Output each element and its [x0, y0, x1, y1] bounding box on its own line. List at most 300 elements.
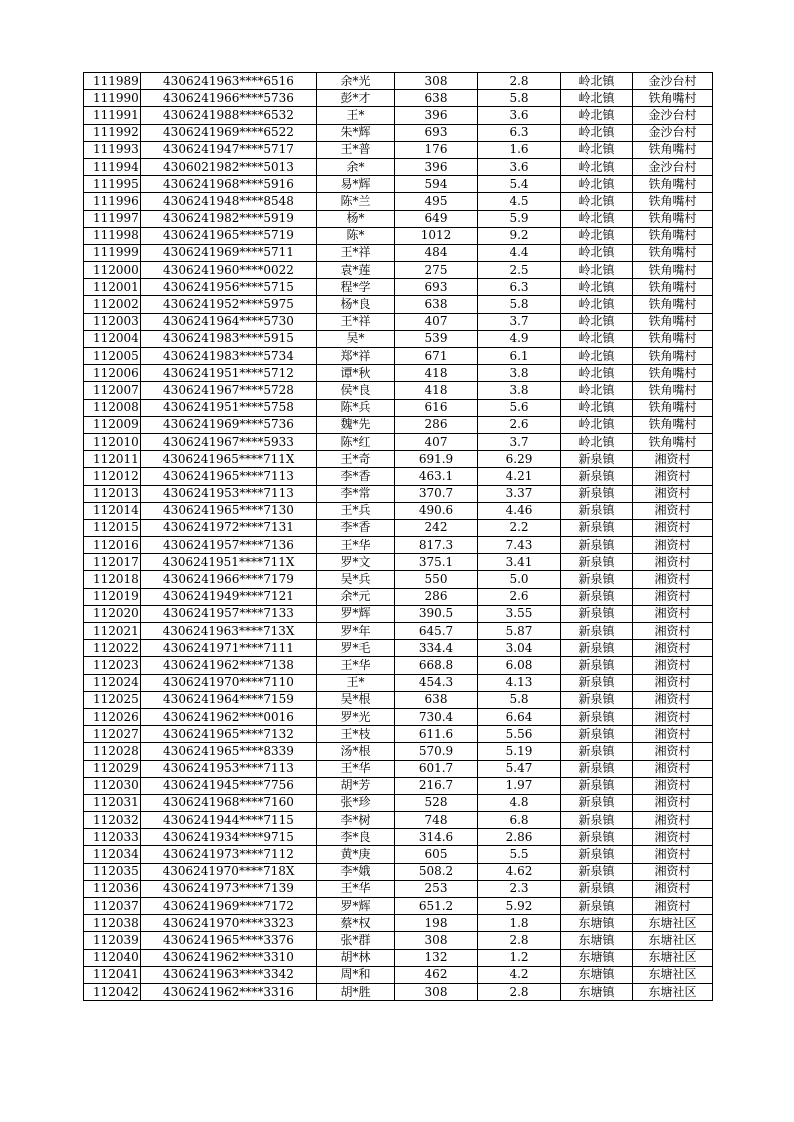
table-row	[84, 348, 713, 365]
name-cell: 李*娥	[317, 863, 395, 880]
id-number-cell: 4306241944****7115	[141, 812, 317, 829]
id-number-cell: 4306241965****7113	[141, 468, 317, 485]
area-cell: 2.8	[478, 983, 561, 1000]
village-cell: 铁角嘴村	[633, 382, 713, 399]
name-cell: 王*枝	[317, 726, 395, 743]
table-row	[84, 485, 713, 502]
amount-cell: 275	[395, 262, 478, 279]
area-cell: 2.5	[478, 262, 561, 279]
village-cell: 湘资村	[633, 743, 713, 760]
id-number-cell: 4306241965****8339	[141, 743, 317, 760]
area-cell: 5.4	[478, 176, 561, 193]
serial-number-cell: 112005	[84, 348, 141, 365]
area-cell: 5.92	[478, 898, 561, 915]
serial-number-cell: 112024	[84, 674, 141, 691]
serial-number-cell: 112019	[84, 588, 141, 605]
name-cell: 张*群	[317, 932, 395, 949]
town-cell: 新泉镇	[561, 743, 633, 760]
amount-cell: 242	[395, 519, 478, 536]
area-cell: 1.97	[478, 777, 561, 794]
serial-number-cell: 112015	[84, 519, 141, 536]
id-number-cell: 4306241973****7139	[141, 880, 317, 897]
village-cell: 铁角嘴村	[633, 296, 713, 313]
table-row	[84, 433, 713, 450]
town-cell: 新泉镇	[561, 623, 633, 640]
amount-cell: 198	[395, 915, 478, 932]
village-cell: 湘资村	[633, 451, 713, 468]
amount-cell: 671	[395, 348, 478, 365]
table-row	[84, 760, 713, 777]
name-cell: 王*华	[317, 880, 395, 897]
area-cell: 5.6	[478, 399, 561, 416]
name-cell: 胡*胜	[317, 983, 395, 1000]
table-row	[84, 657, 713, 674]
village-cell: 东塘社区	[633, 932, 713, 949]
area-cell: 4.62	[478, 863, 561, 880]
village-cell: 湘资村	[633, 519, 713, 536]
serial-number-cell: 112020	[84, 605, 141, 622]
table-row	[84, 898, 713, 915]
id-number-cell: 4306241969****5736	[141, 416, 317, 433]
serial-number-cell: 112006	[84, 365, 141, 382]
area-cell: 6.1	[478, 348, 561, 365]
name-cell: 王*祥	[317, 313, 395, 330]
name-cell: 余*光	[317, 73, 395, 90]
village-cell: 金沙台村	[633, 107, 713, 124]
amount-cell: 396	[395, 107, 478, 124]
town-cell: 新泉镇	[561, 726, 633, 743]
amount-cell: 645.7	[395, 623, 478, 640]
area-cell: 4.4	[478, 244, 561, 261]
table-row	[84, 949, 713, 966]
name-cell: 罗*辉	[317, 605, 395, 622]
town-cell: 岭北镇	[561, 193, 633, 210]
id-number-cell: 4306241949****7121	[141, 588, 317, 605]
amount-cell: 286	[395, 416, 478, 433]
id-number-cell: 4306241968****7160	[141, 794, 317, 811]
town-cell: 岭北镇	[561, 330, 633, 347]
area-cell: 4.2	[478, 966, 561, 983]
id-number-cell: 4306241970****7110	[141, 674, 317, 691]
id-number-cell: 4306241952****5975	[141, 296, 317, 313]
id-number-cell: 4306241956****5715	[141, 279, 317, 296]
town-cell: 新泉镇	[561, 554, 633, 571]
table-row	[84, 605, 713, 622]
amount-cell: 611.6	[395, 726, 478, 743]
serial-number-cell: 112018	[84, 571, 141, 588]
serial-number-cell: 111994	[84, 158, 141, 175]
table-row	[84, 537, 713, 554]
serial-number-cell: 112025	[84, 691, 141, 708]
name-cell: 杨*	[317, 210, 395, 227]
id-number-cell: 4306241957****7133	[141, 605, 317, 622]
serial-number-cell: 112023	[84, 657, 141, 674]
village-cell: 东塘社区	[633, 983, 713, 1000]
serial-number-cell: 112001	[84, 279, 141, 296]
amount-cell: 418	[395, 382, 478, 399]
village-cell: 金沙台村	[633, 158, 713, 175]
town-cell: 岭北镇	[561, 158, 633, 175]
town-cell: 新泉镇	[561, 812, 633, 829]
table-row	[84, 399, 713, 416]
amount-cell: 539	[395, 330, 478, 347]
serial-number-cell: 112035	[84, 863, 141, 880]
table-row	[84, 227, 713, 244]
serial-number-cell: 112040	[84, 949, 141, 966]
table-row	[84, 880, 713, 897]
town-cell: 岭北镇	[561, 365, 633, 382]
amount-cell: 396	[395, 158, 478, 175]
name-cell: 王*兵	[317, 502, 395, 519]
town-cell: 岭北镇	[561, 348, 633, 365]
id-number-cell: 4306241948****8548	[141, 193, 317, 210]
serial-number-cell: 112002	[84, 296, 141, 313]
serial-number-cell: 111996	[84, 193, 141, 210]
id-number-cell: 4306241963****3342	[141, 966, 317, 983]
table-row	[84, 812, 713, 829]
amount-cell: 490.6	[395, 502, 478, 519]
village-cell: 湘资村	[633, 674, 713, 691]
town-cell: 新泉镇	[561, 502, 633, 519]
serial-number-cell: 112000	[84, 262, 141, 279]
amount-cell: 817.3	[395, 537, 478, 554]
table-row	[84, 726, 713, 743]
id-number-cell: 4306241983****5915	[141, 330, 317, 347]
village-cell: 湘资村	[633, 537, 713, 554]
table-row	[84, 107, 713, 124]
id-number-cell: 4306241934****9715	[141, 829, 317, 846]
amount-cell: 334.4	[395, 640, 478, 657]
village-cell: 铁角嘴村	[633, 193, 713, 210]
name-cell: 罗*文	[317, 554, 395, 571]
area-cell: 6.64	[478, 708, 561, 725]
table-row	[84, 313, 713, 330]
town-cell: 东塘镇	[561, 966, 633, 983]
name-cell: 罗*毛	[317, 640, 395, 657]
town-cell: 岭北镇	[561, 399, 633, 416]
village-cell: 湘资村	[633, 554, 713, 571]
amount-cell: 605	[395, 846, 478, 863]
id-number-cell: 4306241973****7112	[141, 846, 317, 863]
table-row	[84, 365, 713, 382]
amount-cell: 308	[395, 983, 478, 1000]
table-row	[84, 330, 713, 347]
id-number-cell: 4306241969****5711	[141, 244, 317, 261]
name-cell: 余*	[317, 158, 395, 175]
village-cell: 湘资村	[633, 502, 713, 519]
town-cell: 岭北镇	[561, 416, 633, 433]
id-number-cell: 4306241969****6522	[141, 124, 317, 141]
town-cell: 新泉镇	[561, 451, 633, 468]
amount-cell: 216.7	[395, 777, 478, 794]
town-cell: 岭北镇	[561, 73, 633, 90]
table-row	[84, 863, 713, 880]
village-cell: 湘资村	[633, 468, 713, 485]
name-cell: 王*奇	[317, 451, 395, 468]
village-cell: 铁角嘴村	[633, 416, 713, 433]
table-row	[84, 382, 713, 399]
serial-number-cell: 111993	[84, 141, 141, 158]
name-cell: 王*普	[317, 141, 395, 158]
name-cell: 吴*根	[317, 691, 395, 708]
town-cell: 岭北镇	[561, 313, 633, 330]
serial-number-cell: 112016	[84, 537, 141, 554]
amount-cell: 594	[395, 176, 478, 193]
town-cell: 岭北镇	[561, 279, 633, 296]
serial-number-cell: 112008	[84, 399, 141, 416]
area-cell: 2.6	[478, 588, 561, 605]
village-cell: 铁角嘴村	[633, 348, 713, 365]
name-cell: 谭*秋	[317, 365, 395, 382]
village-cell: 铁角嘴村	[633, 433, 713, 450]
amount-cell: 286	[395, 588, 478, 605]
name-cell: 王*华	[317, 537, 395, 554]
id-number-cell: 4306241968****5916	[141, 176, 317, 193]
town-cell: 岭北镇	[561, 176, 633, 193]
id-number-cell: 4306241982****5919	[141, 210, 317, 227]
name-cell: 程*学	[317, 279, 395, 296]
town-cell: 岭北镇	[561, 433, 633, 450]
area-cell: 3.37	[478, 485, 561, 502]
town-cell: 东塘镇	[561, 915, 633, 932]
area-cell: 5.0	[478, 571, 561, 588]
area-cell: 3.6	[478, 158, 561, 175]
area-cell: 4.21	[478, 468, 561, 485]
name-cell: 李*常	[317, 485, 395, 502]
area-cell: 3.8	[478, 382, 561, 399]
amount-cell: 308	[395, 73, 478, 90]
serial-number-cell: 112009	[84, 416, 141, 433]
id-number-cell: 4306241971****7111	[141, 640, 317, 657]
village-cell: 湘资村	[633, 605, 713, 622]
village-cell: 金沙台村	[633, 124, 713, 141]
serial-number-cell: 112022	[84, 640, 141, 657]
serial-number-cell: 112027	[84, 726, 141, 743]
town-cell: 新泉镇	[561, 468, 633, 485]
area-cell: 2.3	[478, 880, 561, 897]
table-row	[84, 279, 713, 296]
town-cell: 新泉镇	[561, 777, 633, 794]
town-cell: 岭北镇	[561, 141, 633, 158]
id-number-cell: 4306241970****3323	[141, 915, 317, 932]
town-cell: 新泉镇	[561, 794, 633, 811]
name-cell: 黄*庚	[317, 846, 395, 863]
amount-cell: 390.5	[395, 605, 478, 622]
table-row	[84, 554, 713, 571]
table-row	[84, 932, 713, 949]
area-cell: 5.8	[478, 296, 561, 313]
area-cell: 3.7	[478, 313, 561, 330]
table-row	[84, 588, 713, 605]
village-cell: 湘资村	[633, 812, 713, 829]
area-cell: 4.46	[478, 502, 561, 519]
name-cell: 郑*祥	[317, 348, 395, 365]
amount-cell: 649	[395, 210, 478, 227]
area-cell: 3.6	[478, 107, 561, 124]
name-cell: 袁*莲	[317, 262, 395, 279]
village-cell: 湘资村	[633, 623, 713, 640]
name-cell: 王*	[317, 674, 395, 691]
town-cell: 岭北镇	[561, 382, 633, 399]
id-number-cell: 4306241967****5728	[141, 382, 317, 399]
name-cell: 王*华	[317, 657, 395, 674]
id-number-cell: 4306241951****5758	[141, 399, 317, 416]
town-cell: 东塘镇	[561, 932, 633, 949]
name-cell: 彭*才	[317, 90, 395, 107]
table-row	[84, 296, 713, 313]
village-cell: 东塘社区	[633, 915, 713, 932]
town-cell: 新泉镇	[561, 605, 633, 622]
area-cell: 5.19	[478, 743, 561, 760]
town-cell: 新泉镇	[561, 537, 633, 554]
name-cell: 王*祥	[317, 244, 395, 261]
village-cell: 铁角嘴村	[633, 90, 713, 107]
village-cell: 铁角嘴村	[633, 313, 713, 330]
village-cell: 铁角嘴村	[633, 141, 713, 158]
area-cell: 5.56	[478, 726, 561, 743]
id-number-cell: 4306241962****0016	[141, 708, 317, 725]
name-cell: 王*	[317, 107, 395, 124]
amount-cell: 462	[395, 966, 478, 983]
village-cell: 铁角嘴村	[633, 365, 713, 382]
area-cell: 2.6	[478, 416, 561, 433]
serial-number-cell: 112012	[84, 468, 141, 485]
serial-number-cell: 112031	[84, 794, 141, 811]
id-number-cell: 4306241962****7138	[141, 657, 317, 674]
table-row	[84, 451, 713, 468]
area-cell: 4.13	[478, 674, 561, 691]
amount-cell: 407	[395, 433, 478, 450]
id-number-cell: 4306241947****5717	[141, 141, 317, 158]
area-cell: 4.5	[478, 193, 561, 210]
village-cell: 湘资村	[633, 760, 713, 777]
village-cell: 湘资村	[633, 485, 713, 502]
id-number-cell: 4306241957****7136	[141, 537, 317, 554]
village-cell: 铁角嘴村	[633, 227, 713, 244]
village-cell: 湘资村	[633, 726, 713, 743]
id-number-cell: 4306241951****711X	[141, 554, 317, 571]
village-cell: 湘资村	[633, 657, 713, 674]
town-cell: 新泉镇	[561, 588, 633, 605]
town-cell: 新泉镇	[561, 898, 633, 915]
town-cell: 新泉镇	[561, 640, 633, 657]
area-cell: 1.2	[478, 949, 561, 966]
amount-cell: 693	[395, 279, 478, 296]
village-cell: 湘资村	[633, 829, 713, 846]
town-cell: 岭北镇	[561, 90, 633, 107]
amount-cell: 454.3	[395, 674, 478, 691]
name-cell: 罗*年	[317, 623, 395, 640]
table-row	[84, 468, 713, 485]
village-cell: 铁角嘴村	[633, 262, 713, 279]
name-cell: 李*树	[317, 812, 395, 829]
town-cell: 岭北镇	[561, 244, 633, 261]
amount-cell: 176	[395, 141, 478, 158]
name-cell: 余*元	[317, 588, 395, 605]
town-cell: 新泉镇	[561, 880, 633, 897]
area-cell: 1.8	[478, 915, 561, 932]
id-number-cell: 4306241960****0022	[141, 262, 317, 279]
name-cell: 李*香	[317, 468, 395, 485]
serial-number-cell: 112030	[84, 777, 141, 794]
amount-cell: 730.4	[395, 708, 478, 725]
id-number-cell: 4306241953****7113	[141, 485, 317, 502]
serial-number-cell: 112036	[84, 880, 141, 897]
amount-cell: 132	[395, 949, 478, 966]
area-cell: 4.9	[478, 330, 561, 347]
id-number-cell: 4306241964****5730	[141, 313, 317, 330]
name-cell: 朱*辉	[317, 124, 395, 141]
area-cell: 5.47	[478, 760, 561, 777]
amount-cell: 308	[395, 932, 478, 949]
town-cell: 新泉镇	[561, 691, 633, 708]
village-cell: 铁角嘴村	[633, 210, 713, 227]
area-cell: 3.55	[478, 605, 561, 622]
serial-number-cell: 112026	[84, 708, 141, 725]
serial-number-cell: 112038	[84, 915, 141, 932]
area-cell: 6.3	[478, 279, 561, 296]
amount-cell: 253	[395, 880, 478, 897]
village-cell: 湘资村	[633, 708, 713, 725]
area-cell: 4.8	[478, 794, 561, 811]
town-cell: 岭北镇	[561, 227, 633, 244]
town-cell: 新泉镇	[561, 760, 633, 777]
name-cell: 周*和	[317, 966, 395, 983]
town-cell: 东塘镇	[561, 983, 633, 1000]
town-cell: 新泉镇	[561, 571, 633, 588]
village-cell: 铁角嘴村	[633, 279, 713, 296]
serial-number-cell: 112021	[84, 623, 141, 640]
table-row	[84, 193, 713, 210]
village-cell: 湘资村	[633, 777, 713, 794]
name-cell: 吴*兵	[317, 571, 395, 588]
village-cell: 铁角嘴村	[633, 176, 713, 193]
id-number-cell: 4306241951****5712	[141, 365, 317, 382]
amount-cell: 314.6	[395, 829, 478, 846]
table-row	[84, 777, 713, 794]
id-number-cell: 4306241966****7179	[141, 571, 317, 588]
town-cell: 岭北镇	[561, 124, 633, 141]
area-cell: 5.8	[478, 691, 561, 708]
amount-cell: 638	[395, 296, 478, 313]
village-cell: 湘资村	[633, 691, 713, 708]
area-cell: 5.87	[478, 623, 561, 640]
serial-number-cell: 111997	[84, 210, 141, 227]
name-cell: 汤*根	[317, 743, 395, 760]
town-cell: 新泉镇	[561, 863, 633, 880]
area-cell: 5.9	[478, 210, 561, 227]
id-number-cell: 4306241969****7172	[141, 898, 317, 915]
amount-cell: 601.7	[395, 760, 478, 777]
town-cell: 新泉镇	[561, 485, 633, 502]
name-cell: 侯*良	[317, 382, 395, 399]
village-cell: 金沙台村	[633, 73, 713, 90]
serial-number-cell: 112034	[84, 846, 141, 863]
town-cell: 东塘镇	[561, 949, 633, 966]
id-number-cell: 4306241962****3316	[141, 983, 317, 1000]
id-number-cell: 4306241953****7113	[141, 760, 317, 777]
id-number-cell: 4306241963****6516	[141, 73, 317, 90]
amount-cell: 638	[395, 90, 478, 107]
village-cell: 铁角嘴村	[633, 244, 713, 261]
amount-cell: 407	[395, 313, 478, 330]
serial-number-cell: 111989	[84, 73, 141, 90]
name-cell: 罗*光	[317, 708, 395, 725]
table-row	[84, 262, 713, 279]
serial-number-cell: 112007	[84, 382, 141, 399]
table-row	[84, 915, 713, 932]
amount-cell: 463.1	[395, 468, 478, 485]
